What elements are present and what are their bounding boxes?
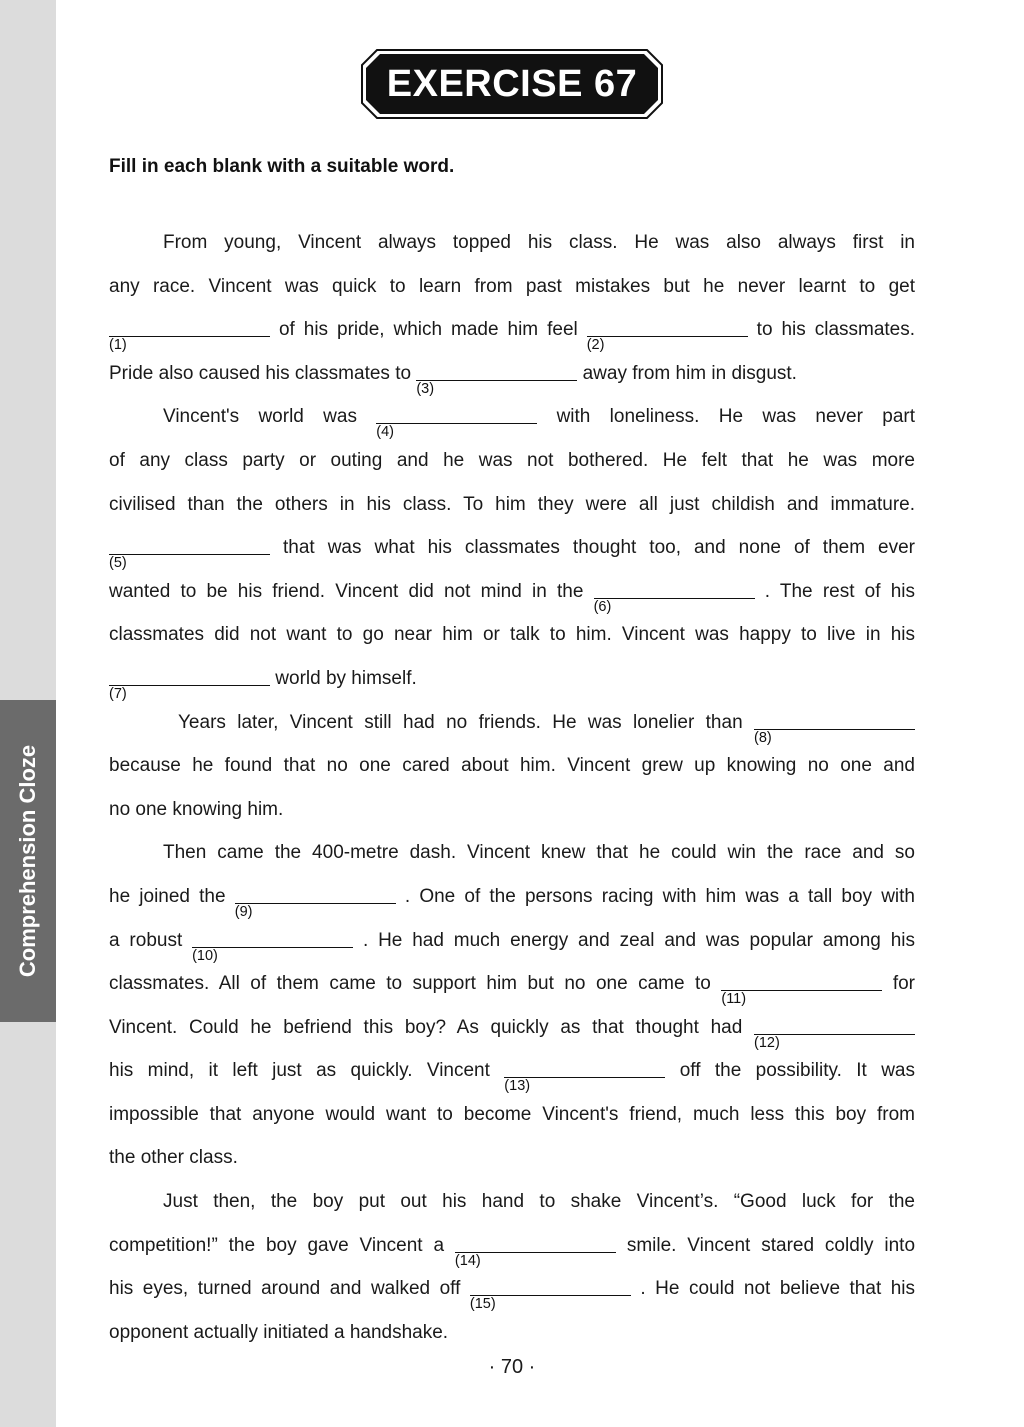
passage-line: classmates did not want to go near him or talk to him. Vincent was happy to live in his [109, 624, 915, 646]
blank-number: (3) [416, 380, 435, 397]
answer-blank-10[interactable] [192, 925, 353, 964]
passage-line: (7) world by himself. [109, 657, 915, 701]
passage-line: Just then, the boy put out his hand to shake Vincent’s. “Good luck for the [163, 1191, 915, 1213]
section-side-label: Comprehension Cloze [15, 744, 40, 978]
blank-number: (12) [754, 1034, 780, 1051]
passage-line: From young, Vincent always topped his class. He was also always first in [163, 232, 915, 253]
blank-number: (4) [376, 424, 394, 441]
passage-line: of any class party or outing and he was not bothered. He felt that he was more [109, 449, 915, 471]
passage-line: the other class. [109, 1147, 238, 1169]
answer-blank-3[interactable] [416, 358, 577, 397]
answer-blank-6[interactable] [593, 576, 755, 615]
passage-line: (1) of his pride, which made him feel (2) to his classmates. [109, 308, 915, 352]
passage-line: Then came the 400-metre dash. Vincent knew that he could win the race and so [163, 842, 915, 864]
blank-number: (6) [593, 598, 612, 615]
instruction-text: Fill in each blank with a suitable word. [109, 156, 455, 177]
answer-blank-14[interactable] [454, 1230, 616, 1269]
answer-blank-8[interactable] [754, 707, 915, 746]
answer-blank-1[interactable] [109, 314, 270, 354]
passage-line: a robust (10) . He had much energy and zeal and was popular among his [109, 919, 915, 963]
blank-number: (11) [721, 991, 747, 1008]
passage-line: (5) that was what his classmates thought too, and none of them ever [109, 526, 915, 570]
blank-number: (9) [234, 903, 253, 920]
passage-line: civilised than the others in his class. To him they were all just childish and immature. [109, 493, 915, 515]
passage-line: because he found that no one cared about him. Vincent grew up knowing no one and [109, 755, 915, 777]
blank-number: (8) [754, 729, 772, 746]
section-side-tab [0, 700, 56, 1022]
passage-line: classmates. All of them came to support him but no one came to (11) for [109, 962, 915, 1006]
blank-number: (13) [504, 1078, 531, 1095]
exercise-title: EXERCISE 67 [386, 63, 638, 105]
blank-number: (15) [469, 1296, 496, 1313]
passage-line: his eyes, turned around and walked off (15) . He could not believe that his [109, 1267, 915, 1311]
page-number: · 70 · [488, 1356, 536, 1378]
answer-blank-15[interactable] [469, 1273, 631, 1313]
answer-blank-11[interactable] [721, 968, 882, 1008]
passage-line: he joined the (9) . One of the persons racing with him was a tall boy with [109, 875, 915, 919]
blank-number: (7) [109, 685, 127, 702]
passage-line: competition!” the boy gave Vincent a (14) smile. Vincent stared coldly into [109, 1224, 915, 1268]
blank-number: (14) [454, 1252, 481, 1269]
blank-number: (1) [109, 337, 127, 354]
blank-number: (2) [586, 337, 605, 354]
answer-blank-12[interactable] [754, 1012, 915, 1051]
passage-line: any race. Vincent was quick to learn from past mistakes but he never learnt to get [109, 275, 915, 297]
passage-line: Vincent's world was (4) with loneliness. He was never part [109, 395, 915, 439]
blank-number: (10) [192, 947, 218, 964]
cloze-passage [109, 221, 915, 1354]
passage-line: Pride also caused his classmates to (3) away from him in disgust. [109, 352, 915, 396]
answer-blank-2[interactable] [586, 314, 748, 354]
passage-line: no one knowing him. [109, 798, 284, 820]
answer-blank-9[interactable] [234, 881, 396, 920]
passage-line: Years later, Vincent still had no friends. He was lonelier than (8) [109, 701, 915, 745]
passage-line: opponent actually initiated a handshake. [109, 1321, 449, 1343]
answer-blank-4[interactable] [376, 401, 537, 441]
exercise-title-badge [361, 49, 663, 119]
answer-blank-13[interactable] [504, 1055, 665, 1095]
passage-line: impossible that anyone would want to become Vincent's friend, much less this boy from [109, 1103, 915, 1125]
passage-line: wanted to be his friend. Vincent did not mind in the (6) . The rest of his [109, 570, 915, 614]
answer-blank-5[interactable] [109, 532, 270, 572]
passage-line: Vincent. Could he befriend this boy? As quickly as that thought had (12) [109, 1006, 915, 1050]
blank-number: (5) [109, 555, 127, 572]
passage-line: his mind, it left just as quickly. Vincent (13) off the possibility. It was [109, 1049, 915, 1093]
